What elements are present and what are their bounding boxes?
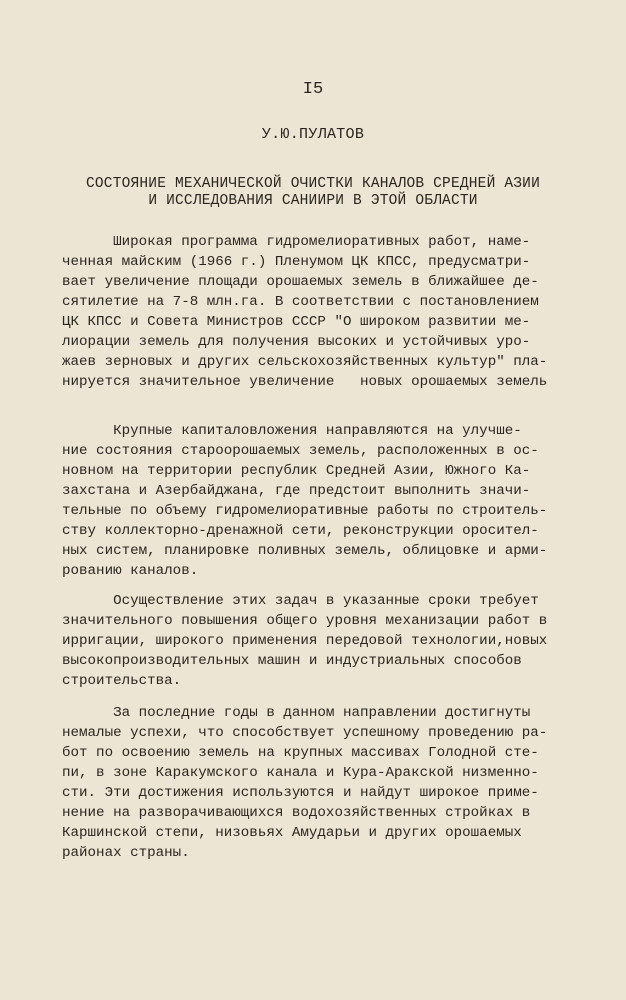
- body-line: нируется значительное увеличение новых орошаемых земель: [62, 374, 548, 390]
- body-line: ству коллекторно-дренажной сети, реконструкции оросител-: [62, 523, 539, 539]
- title-line: СОСТОЯНИЕ МЕХАНИЧЕСКОЙ ОЧИСТКИ КАНАЛОВ СРЕДНЕЙ АЗИИ: [86, 176, 540, 192]
- body-line: захстана и Азербайджана, где предстоит выполнить значи-: [62, 483, 531, 499]
- body-line: Широкая программа гидромелиоративных работ, наме-: [62, 234, 531, 250]
- body-line: немалые успехи, что способствует успешному проведению ра-: [62, 725, 548, 741]
- body-line: значительного повышения общего уровня механизации работ в: [62, 613, 548, 629]
- body-line: ние состояния староорошаемых земель, расположенных в ос-: [62, 443, 539, 459]
- body-line: высокопроизводительных машин и индустриальных способов: [62, 653, 522, 669]
- author-name: У.Ю.ПУЛАТОВ: [261, 126, 365, 143]
- title-line: И ИССЛЕДОВАНИЯ САНИИРИ В ЭТОЙ ОБЛАСТИ: [148, 193, 478, 209]
- body-line: лиорации земель для получения высоких и устойчивых уро-: [62, 334, 531, 350]
- body-line: ЦК КПСС и Совета Министров СССР "О широком развитии ме-: [62, 314, 531, 330]
- body-line: Каршинской степи, низовьях Амударьи и других орошаемых: [62, 825, 522, 841]
- body-line: районах страны.: [62, 845, 190, 861]
- body-line: ирригации, широкого применения передовой технологии,новых: [62, 633, 548, 649]
- body-line: Крупные капиталовложения направляются на улучше-: [62, 423, 522, 439]
- body-line: вает увеличение площади орошаемых земель в ближайшее де-: [62, 274, 539, 290]
- body-line: За последние годы в данном направлении достигнуты: [62, 705, 531, 721]
- body-line: рованию каналов.: [62, 563, 199, 579]
- body-line: жаев зерновых и других сельскохозяйственных культур" пла-: [62, 354, 548, 370]
- body-line: строительства.: [62, 673, 182, 689]
- body-line: нение на разворачивающихся водохозяйственных стройках в: [62, 805, 531, 821]
- body-line: ченная майским (1966 г.) Пленумом ЦК КПСС, предусматри-: [62, 254, 531, 270]
- body-line: тельные по объему гидромелиоративные работы по строитель-: [62, 503, 548, 519]
- body-line: новном на территории республик Средней Азии, Южного Ка-: [62, 463, 531, 479]
- body-line: Осуществление этих задач в указанные сроки требует: [62, 593, 539, 609]
- page-number: I5: [302, 80, 324, 99]
- body-line: ных систем, планировке поливных земель, облицовке и арми-: [62, 543, 548, 559]
- body-line: бот по освоению земель на крупных массивах Голодной сте-: [62, 745, 539, 761]
- body-line: пи, в зоне Каракумского канала и Кура-Аракской низменно-: [62, 765, 539, 781]
- body-line: сти. Эти достижения используются и найдут широкое приме-: [62, 785, 539, 801]
- body-line: сятилетие на 7-8 млн.га. В соответствии с постановлением: [62, 294, 539, 310]
